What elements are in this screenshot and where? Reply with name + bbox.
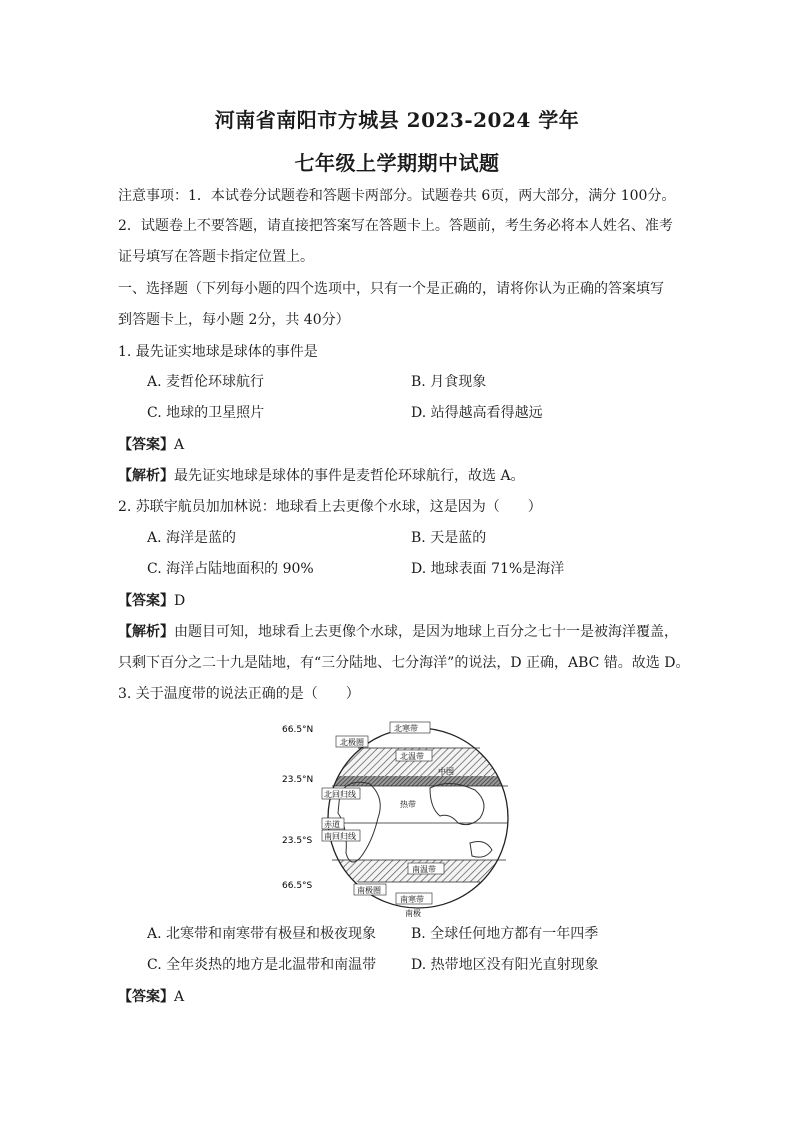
exam-title: 河南省南阳市方城县 2023-2024 学年 xyxy=(214,108,580,132)
question-1-answer xyxy=(118,435,184,455)
lat-label-23n: 23.5°N xyxy=(282,775,314,785)
section-heading-line-1: 一、选择题（下列每小题的四个选项中，只有一个是正确的，请将你认为正确的答案填写 xyxy=(118,281,664,297)
zone-label-north-temperate: 北温带 xyxy=(400,752,424,761)
question-1-analysis xyxy=(118,466,525,486)
answer-label: 【答案】 xyxy=(118,437,174,453)
zone-label-tropic-of-capricorn: 南回归线 xyxy=(324,832,356,841)
zone-label-tropic-of-cancer: 北回归线 xyxy=(324,790,356,799)
question-1-stem: 1. 最先证实地球是球体的事件是 xyxy=(118,344,318,360)
temperature-zones-figure xyxy=(280,718,520,918)
question-3-option-b: B. 全球任何地方都有一年四季 xyxy=(411,926,599,942)
question-2-option-c: C. 海洋占陆地面积的 90% xyxy=(147,561,314,577)
exam-subtitle: 七年级上学期期中试题 xyxy=(294,151,500,175)
zone-label-tropical: 热带 xyxy=(400,800,416,809)
zone-label-antarctic-circle: 南极圈 xyxy=(357,886,381,895)
question-3-option-c: C. 全年炎热的地方是北温带和南温带 xyxy=(147,957,377,973)
zone-label-south-frigid: 南寒带 xyxy=(400,895,424,904)
question-2-option-a: A. 海洋是蓝的 xyxy=(147,530,237,546)
question-3-answer xyxy=(118,987,184,1007)
notes-line-2: 2．试题卷上不要答题，请直接把答案写在答题卡上。答题前，考生务必将本人姓名、准考 xyxy=(118,218,673,234)
question-1-option-b: B. 月食现象 xyxy=(411,374,487,390)
notes-line-1: 注意事项：1．本试卷分试题卷和答题卡两部分。试题卷共 6页，两大部分，满分 100分。 xyxy=(118,188,676,204)
lat-label-23s: 23.5°S xyxy=(282,836,313,846)
answer-label: 【答案】 xyxy=(118,593,174,609)
answer-label: 【答案】 xyxy=(118,989,174,1005)
question-3-option-a: A. 北寒带和南寒带有极昼和极夜现象 xyxy=(147,926,377,942)
question-2-answer xyxy=(118,591,185,611)
zone-label-south-temperate: 南温带 xyxy=(412,865,436,874)
analysis-text: 由题目可知，地球看上去更像个水球，是因为地球上百分之七十一是被海洋覆盖， xyxy=(174,624,678,640)
question-2-option-b: B. 天是蓝的 xyxy=(411,530,487,546)
zone-label-arctic-circle: 北极圈 xyxy=(340,738,364,747)
analysis-text: 最先证实地球是球体的事件是麦哲伦环球航行，故选 A。 xyxy=(174,468,525,484)
zone-label-north-frigid: 北寒带 xyxy=(394,724,418,733)
question-2-analysis-cont: 只剩下百分之二十九是陆地，有“三分陆地、七分海洋”的说法，D 正确，ABC 错。故选 D。 xyxy=(118,655,690,671)
answer-value: A xyxy=(174,989,185,1005)
question-2-stem: 2. 苏联宇航员加加林说：地球看上去更像个水球，这是因为（ ） xyxy=(118,499,542,515)
question-1-option-a: A. 麦哲伦环球航行 xyxy=(147,374,265,390)
question-1-option-d: D. 站得越高看得越远 xyxy=(411,405,543,421)
section-heading-line-2: 到答题卡上，每小题 2分，共 40分） xyxy=(118,312,350,328)
question-2-analysis xyxy=(118,622,678,642)
question-1-option-c: C. 地球的卫星照片 xyxy=(147,405,265,421)
answer-value: D xyxy=(174,593,186,609)
question-3-option-d: D. 热带地区没有阳光直射现象 xyxy=(411,957,599,973)
lat-label-66n: 66.5°N xyxy=(282,725,314,735)
analysis-label: 【解析】 xyxy=(118,624,174,640)
notes-line-3: 证号填写在答题卡指定位置上。 xyxy=(118,249,314,265)
zone-label-south-pole: 南极 xyxy=(405,909,421,918)
lat-label-66s: 66.5°S xyxy=(282,881,313,891)
question-2-option-d: D. 地球表面 71%是海洋 xyxy=(411,561,565,577)
question-3-stem: 3. 关于温度带的说法正确的是（ ） xyxy=(118,686,360,702)
zone-label-china: 中国 xyxy=(438,767,454,776)
zone-label-equator: 赤道 xyxy=(324,820,340,829)
answer-value: A xyxy=(174,437,185,453)
analysis-label: 【解析】 xyxy=(118,468,174,484)
